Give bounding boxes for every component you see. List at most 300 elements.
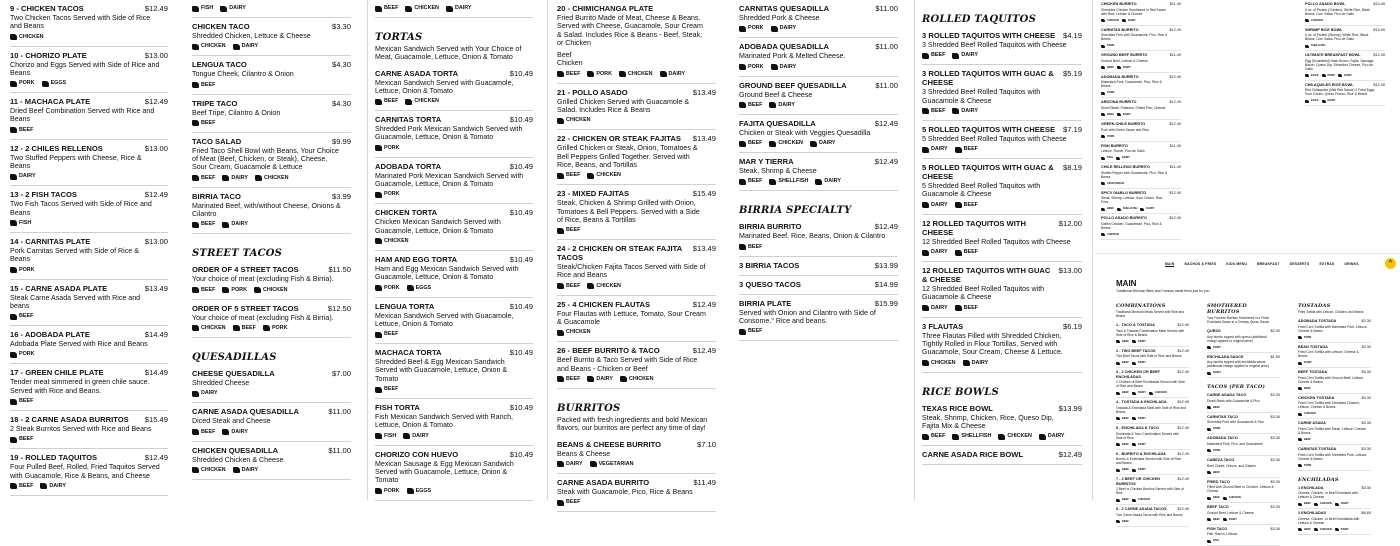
beef-icon bbox=[922, 53, 929, 59]
menu-item[interactable] bbox=[1116, 368, 1189, 398]
menu-item-description: Lettuce, Ranch, Pico de Gallo bbox=[1101, 149, 1145, 154]
dairy-icon bbox=[1335, 528, 1339, 531]
menu-item-description: Fried Corn Tortilla with Shredded Chicken, Lettuce, Cheese & Beans bbox=[1298, 401, 1360, 410]
menu-item[interactable] bbox=[922, 159, 1082, 215]
menu-item[interactable] bbox=[1101, 163, 1181, 189]
dairy-icon bbox=[1207, 346, 1211, 349]
menu-item-price: $6.19 bbox=[1062, 321, 1082, 331]
beef-icon bbox=[557, 228, 564, 234]
mini-nav-nachos-fries[interactable]: NACHOS & FRIES bbox=[1184, 262, 1217, 266]
dietary-tags bbox=[192, 175, 351, 182]
menu-item[interactable] bbox=[1101, 51, 1181, 73]
beef-icon bbox=[1298, 503, 1302, 506]
menu-item[interactable] bbox=[1298, 509, 1371, 535]
dietary-tag-label: CHICKEN bbox=[627, 70, 653, 77]
menu-item[interactable] bbox=[192, 95, 351, 133]
dietary-tag-label: CHICKEN bbox=[201, 466, 226, 473]
mini-page-subtitle: Traditional Mexican Bites and Combos made fresh just for you bbox=[1116, 289, 1210, 293]
menu-item[interactable] bbox=[10, 280, 168, 327]
menu-item-name: 13 - 2 FISH TACOS bbox=[10, 190, 77, 200]
menu-item[interactable] bbox=[739, 153, 898, 191]
menu-item-header bbox=[192, 304, 351, 313]
menu-item-name: LENGUA TORTA bbox=[375, 301, 435, 311]
menu-item[interactable] bbox=[1101, 120, 1181, 142]
menu-item[interactable] bbox=[1116, 347, 1189, 369]
mini-section-title: SMOTHERED BURRITOS bbox=[1207, 303, 1247, 315]
menu-item-price: $7.00 bbox=[331, 368, 351, 378]
menu-item[interactable] bbox=[375, 65, 533, 112]
menu-item-header bbox=[1207, 415, 1280, 420]
menu-item-header bbox=[10, 97, 168, 106]
menu-item[interactable] bbox=[192, 188, 351, 235]
menu-item-price: $11.00 bbox=[328, 445, 351, 455]
dietary-tag-chicken bbox=[1314, 528, 1332, 532]
menu-item[interactable] bbox=[739, 77, 898, 115]
menu-item[interactable] bbox=[1101, 142, 1181, 164]
menu-item-header bbox=[739, 81, 898, 90]
beef-icon bbox=[1101, 66, 1105, 69]
dietary-tag-label: SHELLFISH bbox=[961, 433, 992, 440]
dietary-tags bbox=[1298, 502, 1371, 506]
menu-item[interactable] bbox=[1298, 445, 1371, 471]
dietary-tags bbox=[1207, 406, 1280, 410]
menu-item-price: $3.30 bbox=[1361, 395, 1371, 400]
menu-item-name: ENCHILADA SAUCE bbox=[1207, 354, 1244, 359]
dietary-tag-beef bbox=[1207, 406, 1220, 410]
mini-nav-drinks[interactable]: DRINKS bbox=[1344, 262, 1359, 266]
menu-item-price: $4.30 bbox=[331, 98, 351, 108]
menu-item-price: $12.49 bbox=[1058, 450, 1082, 460]
menu-item-name: 22 - CHICKEN OR STEAK FAJITAS bbox=[557, 134, 681, 144]
menu-item[interactable] bbox=[1207, 327, 1280, 353]
menu-item[interactable] bbox=[1305, 51, 1385, 81]
menu-item[interactable] bbox=[1207, 413, 1280, 435]
dietary-tag-label: CHICKEN bbox=[1107, 18, 1119, 22]
menu-item-header bbox=[1298, 319, 1371, 324]
menu-item[interactable] bbox=[1207, 391, 1280, 413]
menu-item-name: 7 - 2 BEEF OR CHICKEN BURRITOS bbox=[1116, 477, 1160, 486]
menu-item[interactable] bbox=[192, 300, 351, 338]
menu-item-price: $12.49 bbox=[1169, 190, 1181, 195]
menu-item[interactable] bbox=[375, 399, 533, 446]
menu-item[interactable] bbox=[739, 0, 898, 38]
menu-item-name: CARNE ASADA TACO bbox=[1207, 393, 1247, 398]
dietary-tag-beef bbox=[192, 175, 215, 182]
dietary-tag-label: PORK bbox=[596, 70, 612, 77]
eggs-icon bbox=[42, 81, 49, 87]
dietary-tag-pork bbox=[1101, 44, 1115, 48]
dietary-tag-label: CHICKEN bbox=[596, 282, 621, 289]
menu-item[interactable] bbox=[1305, 26, 1385, 52]
mini-nav-main[interactable]: MAIN bbox=[1165, 262, 1175, 266]
dietary-tag-label: VEGETARIAN bbox=[598, 460, 634, 467]
dietary-tag-chicken bbox=[254, 287, 288, 294]
dietary-tag-label: CHICKEN bbox=[1107, 232, 1119, 236]
dietary-tags bbox=[1101, 233, 1181, 237]
mini-nav-kids-menu[interactable]: KIDS MENU bbox=[1226, 262, 1248, 266]
menu-item[interactable] bbox=[922, 400, 1082, 447]
menu-item-description: Enchilada & Taco Combination Served with Side of Rice bbox=[1116, 431, 1179, 440]
dietary-tag-label: DAIRY bbox=[1340, 527, 1349, 531]
menu-item-name: GREEN CHILE BURRITO bbox=[1101, 121, 1146, 126]
menu-item[interactable] bbox=[375, 204, 533, 251]
menu-item-header bbox=[1101, 144, 1181, 149]
menu-item-price: $10.49 bbox=[509, 348, 533, 358]
menu-item[interactable] bbox=[192, 18, 351, 56]
menu-item-description: Filled with Ground Beef or Chicken, Lettuce & Cheese bbox=[1207, 485, 1274, 494]
menu-item[interactable] bbox=[1207, 503, 1280, 525]
dietary-tags bbox=[1101, 156, 1181, 160]
menu-item-price: $12.49 bbox=[1373, 53, 1385, 58]
menu-item[interactable] bbox=[1116, 505, 1189, 527]
menu-item[interactable] bbox=[192, 133, 351, 188]
dietary-tags bbox=[1298, 336, 1371, 340]
menu-item[interactable] bbox=[1101, 214, 1181, 240]
menu-item[interactable] bbox=[739, 218, 898, 256]
beef-icon bbox=[375, 6, 382, 12]
dietary-tag-label: CHICKEN bbox=[201, 324, 226, 331]
beef-icon bbox=[1116, 443, 1120, 446]
dietary-tag-chicken bbox=[192, 467, 226, 474]
menu-item-header bbox=[1101, 216, 1181, 221]
menu-item-header bbox=[192, 99, 351, 108]
dietary-tags bbox=[192, 221, 351, 228]
menu-item-description: Steak, Chicken & Shrimp Grilled with Onion, Tomatoes & Bell Peppers. Served with a Side of Rice, Beans & Tortillas bbox=[557, 199, 700, 224]
menu-column-4 bbox=[557, 0, 716, 512]
chicken-icon bbox=[922, 360, 929, 366]
menu-item-description: Stuffed Pepper with Guacamole, Pico, Rice & Beans bbox=[1101, 170, 1168, 179]
menu-item-name: 5 - ENCHILADA & TACO bbox=[1116, 425, 1160, 430]
dairy-icon bbox=[922, 202, 929, 208]
menu-item[interactable] bbox=[739, 115, 898, 153]
dietary-tag-label: CHICKEN bbox=[1154, 391, 1167, 395]
menu-item-header bbox=[10, 237, 168, 246]
dietary-tags bbox=[1116, 391, 1189, 395]
menu-item[interactable] bbox=[557, 130, 716, 185]
menu-item-description: Marinated Beef, with/without Cheese, Onions & Cilantro bbox=[192, 201, 341, 219]
menu-item[interactable] bbox=[1101, 189, 1181, 215]
menu-item[interactable] bbox=[10, 140, 168, 187]
dietary-tags bbox=[1101, 113, 1181, 117]
dietary-tags bbox=[10, 398, 168, 405]
dietary-tags bbox=[10, 436, 168, 443]
dietary-tag-fish bbox=[10, 220, 31, 227]
menu-item[interactable] bbox=[192, 365, 351, 403]
menu-item[interactable] bbox=[1207, 525, 1280, 546]
pork-icon bbox=[10, 267, 17, 273]
menu-item-price: $11.49 bbox=[1169, 53, 1181, 58]
menu-item[interactable] bbox=[192, 56, 351, 94]
dietary-tag-beef bbox=[1207, 518, 1220, 522]
dietary-tag-beef bbox=[739, 244, 762, 251]
dietary-tag-label: DAIRY bbox=[1122, 112, 1131, 116]
beef-icon bbox=[557, 376, 564, 382]
menu-item-name: FISH TORTA bbox=[375, 403, 420, 413]
beef-icon bbox=[955, 202, 962, 208]
dietary-tag-label: DAIRY bbox=[1213, 371, 1221, 375]
mini-section-desc: Traditional Mexican Meals Served with Rice and Beans bbox=[1116, 310, 1184, 318]
dietary-tag-chicken bbox=[922, 360, 956, 367]
dietary-tag-dairy bbox=[1117, 113, 1131, 117]
dietary-tag-dairy bbox=[1132, 340, 1146, 344]
dietary-tag-chicken bbox=[1101, 233, 1119, 237]
dietary-tag-label: DAIRY bbox=[1340, 502, 1349, 506]
mini-nav-extras[interactable]: EXTRAS bbox=[1319, 262, 1335, 266]
menu-item[interactable] bbox=[1116, 475, 1189, 505]
dietary-tag-label: DAIRY bbox=[668, 70, 686, 77]
menu-item-price: $10.49 bbox=[509, 403, 533, 413]
menu-item-description: Marinated Beef. Rice, Beans, Onion & Cilantro bbox=[739, 232, 886, 241]
section-title: RICE BOWLS bbox=[922, 386, 999, 398]
dietary-tag-beef bbox=[10, 398, 33, 405]
dietary-tag-label: EGGS bbox=[415, 284, 432, 291]
menu-item[interactable] bbox=[1298, 419, 1371, 445]
mini-nav-desserts[interactable]: DESSERTS bbox=[1289, 262, 1310, 266]
menu-item[interactable] bbox=[739, 295, 898, 342]
eggs-icon bbox=[1305, 74, 1309, 77]
menu-item-description: Two Chicken Tacos Served with Side of Rice and Beans bbox=[10, 14, 151, 31]
dietary-tags bbox=[557, 329, 716, 336]
fish-icon bbox=[10, 220, 17, 226]
menu-item[interactable] bbox=[922, 215, 1082, 262]
menu-item[interactable] bbox=[557, 185, 716, 240]
dietary-tags bbox=[1207, 471, 1280, 475]
menu-item[interactable] bbox=[10, 449, 168, 496]
menu-item-price: $14.49 bbox=[144, 330, 168, 340]
menu-item-description: Any burrito topped with enchilada sauce (additional charge applies to original price) bbox=[1207, 360, 1269, 369]
mini-nav-breakfast[interactable]: BREAKFAST bbox=[1257, 262, 1280, 266]
beef-icon bbox=[1116, 417, 1120, 420]
menu-item[interactable] bbox=[375, 251, 533, 298]
menu-item-description: 5 Shredded Beef Rolled Taquitos with Cheese bbox=[922, 134, 1067, 143]
menu-item-price: $13.49 bbox=[692, 134, 716, 144]
mini-section-title: ENCHILADAS bbox=[1298, 476, 1339, 483]
dairy-icon bbox=[660, 71, 667, 77]
menu-item[interactable] bbox=[1207, 434, 1280, 456]
section-title: QUESADILLAS bbox=[192, 351, 277, 363]
menu-item[interactable] bbox=[557, 342, 716, 389]
menu-item[interactable] bbox=[1116, 424, 1189, 450]
dietary-tag-label: PORK bbox=[384, 191, 400, 198]
beef-icon bbox=[10, 437, 17, 443]
menu-item[interactable] bbox=[1298, 368, 1371, 394]
dairy-icon bbox=[192, 391, 199, 397]
menu-item[interactable] bbox=[1207, 478, 1280, 504]
dietary-tag-label: BEEF bbox=[963, 249, 978, 256]
menu-item-name: CHICKEN TOSTADA bbox=[1298, 395, 1335, 400]
dietary-tags bbox=[922, 249, 1082, 256]
menu-item-name: 25 - 4 CHICKEN FLAUTAS bbox=[557, 299, 651, 309]
menu-item[interactable] bbox=[10, 411, 168, 449]
menu-item-header bbox=[375, 69, 533, 78]
beef-icon bbox=[739, 329, 746, 335]
menu-item[interactable] bbox=[922, 27, 1082, 65]
menu-item-header bbox=[192, 192, 351, 201]
dietary-tag-beef bbox=[922, 433, 945, 440]
menu-item-name: 14 - CARNITAS PLATE bbox=[10, 236, 91, 246]
menu-item[interactable] bbox=[739, 38, 898, 76]
menu-item[interactable] bbox=[375, 344, 533, 399]
menu-item[interactable] bbox=[192, 442, 351, 480]
menu-item[interactable] bbox=[1207, 456, 1280, 478]
menu-item-price: $12.49 bbox=[144, 97, 168, 107]
menu-item-price: $13.49 bbox=[692, 244, 716, 254]
menu-item[interactable] bbox=[10, 0, 168, 47]
menu-item-name: 3 ROLLED TAQUITOS WITH CHEESE bbox=[922, 31, 1056, 40]
dietary-tag-label: EGGS bbox=[1311, 99, 1319, 103]
menu-item-description: Diced Steak with Guacamole & Pico bbox=[1207, 398, 1260, 403]
menu-item-price: $12.49 bbox=[144, 4, 168, 13]
scroll-top-button[interactable]: ^ bbox=[1385, 258, 1396, 269]
dietary-tag-label: BEEF bbox=[566, 70, 581, 77]
menu-item-description: Beans & Cheese bbox=[557, 449, 611, 458]
menu-item[interactable] bbox=[1101, 0, 1181, 26]
shellfish-icon bbox=[769, 179, 776, 185]
menu-item-description: Fried Burrito Made of Meat, Cheese & Beans. Served with Cheese, Guacamole, Sour Cream & Salad. Includes Rice & Beans - Beef, Steak, or Chicken bbox=[557, 14, 703, 47]
dietary-tag-dairy bbox=[1140, 207, 1154, 211]
dietary-tags bbox=[192, 467, 351, 474]
dietary-tag-beef bbox=[739, 102, 762, 109]
vegetarian-icon bbox=[590, 461, 597, 467]
menu-item[interactable] bbox=[1298, 484, 1371, 510]
dietary-tag-label: DAIRY bbox=[1137, 468, 1146, 472]
menu-item-header bbox=[1207, 329, 1280, 334]
dietary-tags bbox=[739, 102, 898, 109]
dietary-tag-dairy bbox=[922, 249, 948, 256]
menu-item[interactable] bbox=[375, 446, 533, 501]
menu-item[interactable] bbox=[1101, 98, 1181, 120]
menu-item[interactable] bbox=[10, 326, 168, 364]
mini-category-nav bbox=[1165, 262, 1369, 267]
menu-item[interactable] bbox=[1101, 73, 1181, 99]
menu-item-description: Fish Mexican Sandwich Served with Ranch, Lettuce, Onion & Tomato bbox=[375, 413, 513, 430]
menu-item[interactable] bbox=[10, 186, 168, 233]
menu-item-header bbox=[557, 88, 716, 97]
dietary-tags bbox=[1305, 19, 1385, 23]
chicken-icon bbox=[620, 376, 627, 382]
dietary-tag-label: CHICKEN bbox=[778, 140, 803, 147]
eggs-icon bbox=[407, 285, 414, 291]
dietary-tag-beef bbox=[375, 331, 398, 338]
menu-item-header bbox=[739, 299, 898, 308]
menu-item-description: Dried Beef Combination Served with Rice and Beans bbox=[10, 107, 155, 124]
menu-item[interactable] bbox=[557, 474, 716, 512]
menu-item-header bbox=[10, 415, 168, 424]
menu-item[interactable] bbox=[10, 93, 168, 140]
menu-item-name: CARNITAS TACO bbox=[1207, 414, 1238, 419]
menu-item[interactable] bbox=[375, 111, 533, 158]
menu-item[interactable] bbox=[1298, 343, 1371, 369]
menu-item-price: $3.30 bbox=[1270, 479, 1280, 484]
menu-item[interactable] bbox=[1305, 81, 1385, 107]
menu-item[interactable] bbox=[922, 262, 1082, 318]
dietary-tag-label: BEEF bbox=[1122, 519, 1129, 523]
menu-item[interactable] bbox=[1298, 317, 1371, 343]
dietary-tag-dairy bbox=[771, 64, 797, 71]
menu-item[interactable] bbox=[557, 436, 716, 474]
menu-column-5 bbox=[739, 0, 898, 341]
menu-item[interactable] bbox=[10, 364, 168, 411]
menu-item-header bbox=[557, 440, 716, 449]
menu-item[interactable] bbox=[557, 296, 716, 343]
menu-item-price: $3.30 bbox=[1270, 457, 1280, 462]
menu-item[interactable] bbox=[922, 446, 1082, 465]
menu-item-price: $2.00 bbox=[1270, 329, 1280, 333]
menu-item[interactable] bbox=[192, 403, 351, 441]
menu-item[interactable] bbox=[1101, 26, 1181, 52]
dietary-tags bbox=[739, 64, 898, 71]
dietary-tag-label: BEEF bbox=[19, 398, 34, 405]
menu-item[interactable] bbox=[922, 65, 1082, 121]
menu-item[interactable] bbox=[557, 0, 716, 84]
menu-item-header bbox=[1305, 83, 1385, 88]
menu-item-header bbox=[1116, 426, 1189, 431]
menu-item[interactable] bbox=[557, 240, 716, 296]
dietary-tag-fish bbox=[375, 433, 396, 440]
menu-item[interactable] bbox=[375, 298, 533, 345]
dietary-tag-beef bbox=[1116, 468, 1129, 472]
menu-item[interactable] bbox=[192, 261, 351, 299]
menu-item[interactable] bbox=[1305, 0, 1385, 26]
menu-item-continued bbox=[192, 0, 351, 18]
pork-icon bbox=[375, 488, 382, 494]
beef-icon bbox=[1116, 392, 1120, 395]
menu-item-header bbox=[192, 60, 351, 69]
dairy-icon bbox=[233, 44, 240, 50]
menu-item[interactable] bbox=[557, 84, 716, 131]
menu-item[interactable] bbox=[1116, 450, 1189, 476]
chicken-icon bbox=[1101, 19, 1105, 22]
menu-item[interactable] bbox=[10, 47, 168, 94]
dietary-tags bbox=[375, 98, 533, 105]
dietary-tags bbox=[375, 488, 533, 495]
dietary-tag-pork bbox=[10, 351, 35, 358]
menu-item-name: FAJITA QUESADILLA bbox=[739, 118, 816, 128]
dietary-tag-eggs bbox=[407, 488, 432, 495]
dietary-tags bbox=[1116, 468, 1189, 472]
menu-item[interactable] bbox=[739, 257, 898, 276]
beef-icon bbox=[1207, 518, 1211, 521]
dietary-tag-label: DAIRY bbox=[779, 25, 797, 32]
menu-column-1 bbox=[10, 0, 168, 496]
beef-icon bbox=[10, 399, 17, 405]
menu-item[interactable] bbox=[10, 233, 168, 280]
dietary-tags bbox=[739, 178, 898, 185]
dietary-tag-label: BEEF bbox=[384, 5, 399, 11]
chicken-icon bbox=[557, 330, 564, 336]
menu-item[interactable] bbox=[739, 276, 898, 295]
dietary-tag-label: DAIRY bbox=[1137, 361, 1146, 365]
dietary-tag-label: DAIRY bbox=[931, 146, 948, 153]
menu-item[interactable] bbox=[1116, 321, 1189, 347]
menu-item[interactable] bbox=[922, 121, 1082, 159]
menu-item[interactable] bbox=[1207, 353, 1280, 379]
menu-item-price: $3.30 bbox=[1361, 446, 1371, 451]
dietary-tag-dairy bbox=[1322, 99, 1336, 103]
menu-item-price: $7.19 bbox=[1062, 124, 1082, 134]
dietary-tag-dairy bbox=[403, 433, 429, 440]
menu-item[interactable] bbox=[375, 158, 533, 205]
chicken-icon bbox=[10, 34, 17, 40]
menu-item-description: 12 Shredded Beef Rolled Taquitos with Guacamole & Cheese bbox=[922, 285, 1045, 302]
menu-item[interactable] bbox=[922, 318, 1082, 373]
dietary-tags bbox=[1298, 528, 1371, 532]
menu-item-description: Steak Carne Asada Served with Rice and beans bbox=[10, 293, 141, 310]
menu-item[interactable] bbox=[1116, 398, 1189, 424]
dietary-tag-label: BEEF bbox=[19, 436, 34, 443]
menu-item-name: BEEF TACO bbox=[1207, 505, 1229, 510]
menu-item[interactable] bbox=[1298, 394, 1371, 420]
